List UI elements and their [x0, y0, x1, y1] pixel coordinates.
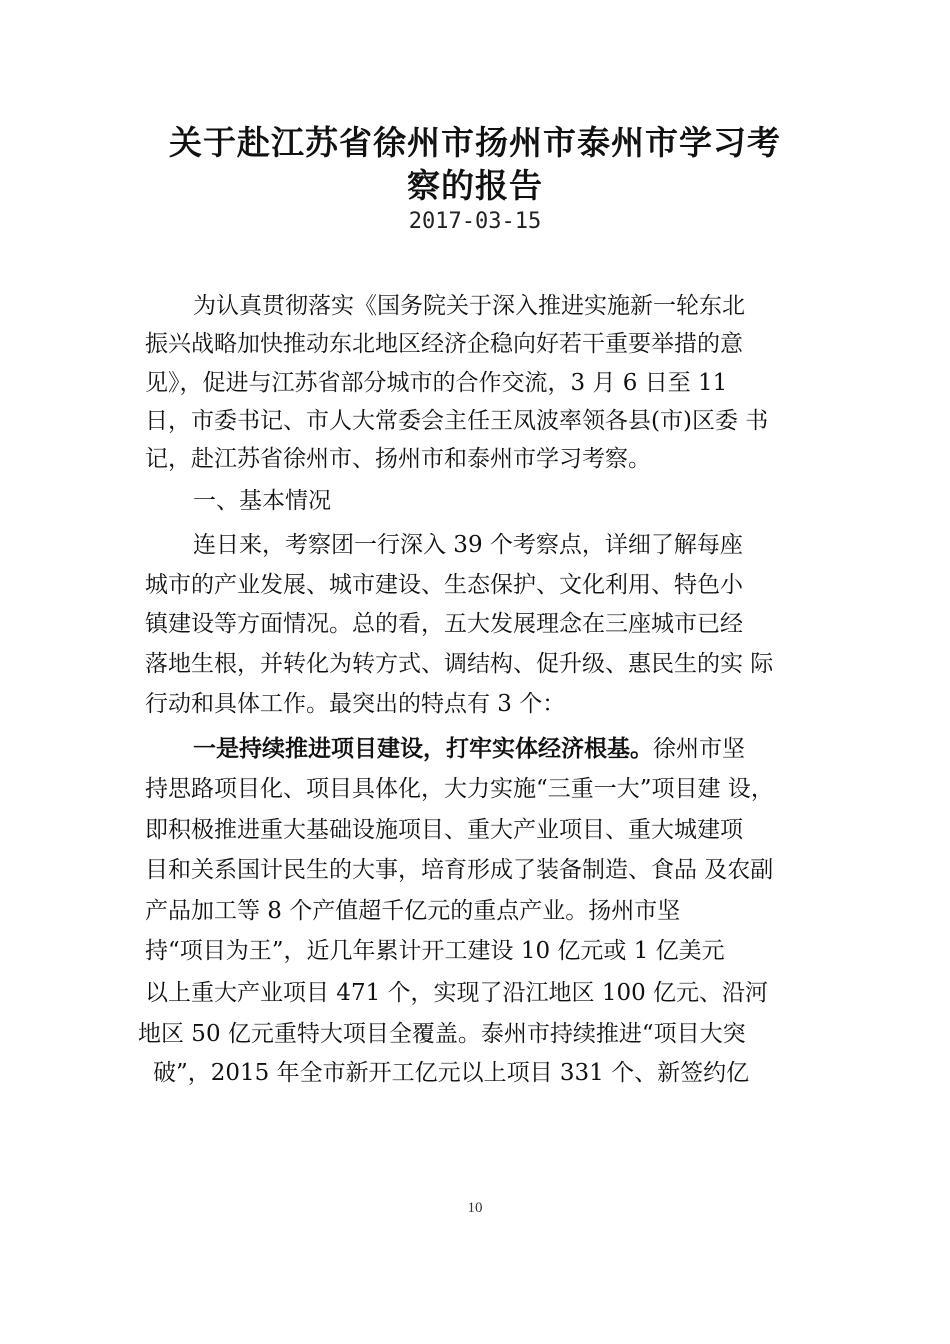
intro-line-4: 日，市委书记、市人大常委会主任王凤波率领各县(市)区委 书 [145, 408, 769, 434]
point-1-line-2: 持思路项目化、项目具体化，大力实施“三重一大”项目建 设， [145, 776, 774, 802]
document-title-line-2: 察的报告 [407, 166, 543, 205]
point-1-line-5: 产品加工等 8 个产值超千亿元的重点产业。扬州市坚 [145, 898, 681, 924]
page-number: 10 [467, 1200, 483, 1216]
section-line-5: 行动和具体工作。最突出的特点有 3 个： [145, 691, 566, 717]
intro-line-1: 为认真贯彻落实《国务院关于深入推进实施新一轮东北 [193, 293, 745, 319]
point-1-line-9: 破”，2015 年全市新开工亿元以上项目 331 个、新签约亿 [153, 1060, 750, 1086]
section-line-4: 落地生根，并转化为转方式、调结构、促升级、惠民生的实 际 [145, 651, 774, 677]
point-1-first-line [193, 730, 745, 763]
point-1-line-7: 以上重大产业项目 471 个，实现了沿江地区 100 亿元、沿河 [145, 980, 769, 1006]
section-line-3: 镇建设等方面情况。总的看，五大发展理念在三座城市已经 [145, 611, 743, 637]
section-line-2: 城市的产业发展、城市建设、生态保护、文化利用、特色小 [145, 572, 743, 598]
intro-line-2: 振兴战略加快推动东北地区经济企稳向好若干重要举措的意 [145, 331, 743, 357]
point-1-line-8: 地区 50 亿元重特大项目全覆盖。泰州市持续推进“项目大突 [138, 1021, 746, 1047]
point-1-line-4: 目和关系国计民生的大事，培育形成了装备制造、食品 及农副 [145, 857, 774, 883]
point-1-line-3: 即积极推进重大基础设施项目、重大产业项目、重大城建项 [145, 817, 743, 843]
point-1-line-6: 持“项目为王”，近几年累计开工建设 10 亿元或 1 亿美元 [145, 938, 725, 964]
document-date: 2017-03-15 [408, 209, 542, 234]
intro-line-3: 见》，促进与江苏省部分城市的合作交流，3 月 6 日至 11 [145, 370, 728, 396]
section-heading: 一、基本情况 [193, 488, 331, 514]
point-1-first-rest: 徐州市坚 [653, 736, 745, 762]
point-1-lead: 一是持续推进项目建设，打牢实体经济根基。 [193, 736, 653, 762]
document-title-line-1: 关于赴江苏省徐州市扬州市泰州市学习考 [169, 123, 781, 162]
intro-line-5: 记，赴江苏省徐州市、扬州市和泰州市学习考察。 [145, 446, 651, 472]
section-line-1: 连日来，考察团一行深入 39 个考察点，详细了解每座 [193, 532, 743, 558]
